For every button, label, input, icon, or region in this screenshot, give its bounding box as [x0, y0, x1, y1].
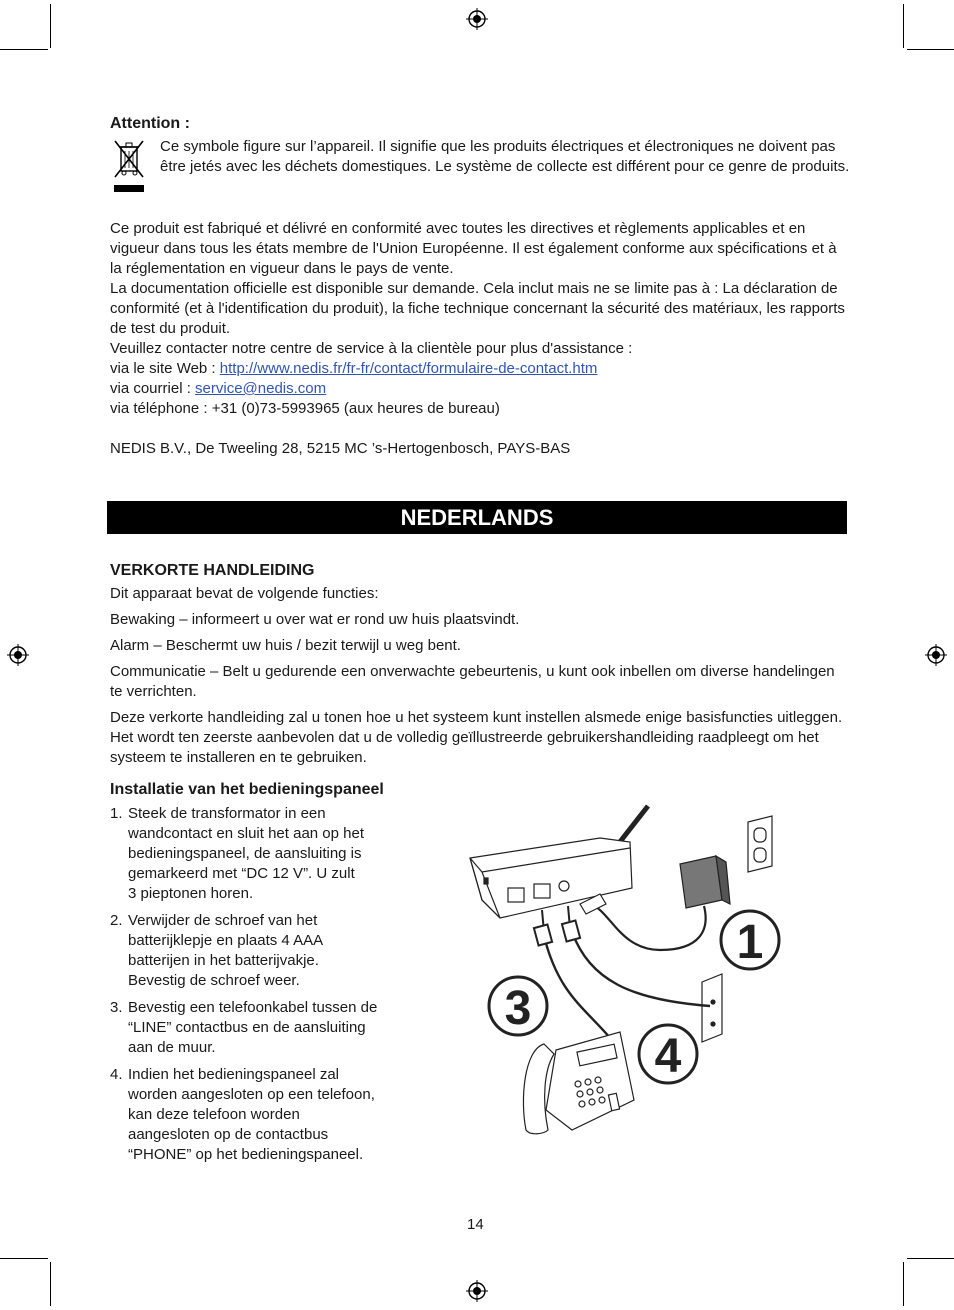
quickguide-advice: Deze verkorte handleiding zal u tonen hoe u het systeem kunt instellen alsmede enige basisfuncties uitleggen. Het wordt ten zeerste aanbevolen dat u de volledig geïllustreerde gebruikershandleiding raadpleegt om het systeem te installeren en te gebruiken. [110, 709, 843, 766]
wall-jack-illustration [702, 974, 722, 1042]
crop-mark [907, 49, 954, 50]
feature-communication: Communicatie – Belt u gedurende een onverwachte gebeurtenis, u kunt ook inbellen om diverse handelingen te verrichten. [110, 663, 835, 700]
installation-diagram [460, 800, 790, 1145]
install-heading: Installatie van het bedieningspaneel [110, 781, 384, 798]
contact-phone: via téléphone : +31 (0)73-5993965 (aux heures de bureau) [110, 400, 500, 417]
install-step [110, 804, 410, 904]
wall-outlet-illustration [748, 816, 772, 872]
callout-4: 4 [654, 1030, 682, 1083]
feature-alarm: Alarm – Beschermt uw huis / bezit terwijl u weg bent. [110, 637, 461, 654]
weee-text: Ce symbole figure sur l’appareil. Il signifie que les produits électriques et électroniques ne doivent pas être jetés avec les déchets domestiques. Le système de collecte est différent pour ce genre de produits. [160, 138, 850, 175]
install-step [110, 998, 410, 1058]
install-step [110, 911, 410, 991]
step-number: 2. [110, 912, 123, 929]
install-step [110, 1065, 410, 1165]
registration-mark-icon [925, 644, 947, 666]
step-text: Steek de transformator in een wandcontact en sluit het aan op het bedieningspaneel, de aansluiting is gemarkeerd met “DC 12 V”. U zult 3 pieptonen horen. [128, 805, 365, 902]
mail-link[interactable]: service@nedis.com [195, 380, 327, 397]
contact-web [110, 359, 850, 379]
registration-mark-icon [466, 8, 488, 30]
attention-heading: Attention : [110, 115, 190, 132]
step-number: 4. [110, 1066, 123, 1083]
web-link[interactable]: http://www.nedis.fr/fr-fr/contact/formulaire-de-contact.htm [219, 360, 598, 377]
crop-mark [50, 4, 51, 48]
crop-mark [903, 4, 904, 48]
quickguide-body [110, 584, 850, 768]
callout-3: 3 [504, 982, 532, 1035]
contact-intro: Veuillez contacter notre centre de service à la clientèle pour plus d'assistance : [110, 340, 633, 357]
compliance-block [110, 219, 850, 459]
registration-mark-icon [7, 644, 29, 666]
callout-1: 1 [736, 916, 764, 969]
feature-monitoring: Bewaking – informeert u over wat er rond uw huis plaatsvindt. [110, 611, 520, 628]
step-text: Bevestig een telefoonkabel tussen de “LINE” contactbus en de aansluiting aan de muur. [128, 999, 378, 1056]
weee-bin-icon [111, 139, 147, 195]
control-panel-illustration [470, 806, 648, 918]
documentation-text: La documentation officielle est disponible sur demande. Cela inclut mais ne se limite pas à : La déclaration de conformité (et à l'identification du produit), la fiche technique concernant la sécurité des matériaux, les rapports de test du produit. [110, 280, 845, 337]
step-text: Verwijder de schroef van het batterijklepje en plaats 4 AAA batterijen in het batterijvakje. Bevestig de schroef weer. [128, 912, 324, 989]
contact-mail [110, 379, 850, 399]
step-number: 3. [110, 999, 123, 1016]
crop-mark [50, 1262, 51, 1306]
page-number: 14 [467, 1216, 484, 1233]
crop-mark [903, 1262, 904, 1306]
language-banner: NEDERLANDS [107, 501, 847, 534]
quickguide-heading: VERKORTE HANDLEIDING [110, 562, 315, 579]
quickguide-intro: Dit apparaat bevat de volgende functies: [110, 585, 379, 602]
crop-mark [907, 1258, 954, 1259]
step-number: 1. [110, 805, 123, 822]
telephone-illustration [523, 1032, 634, 1134]
mail-label: via courriel : [110, 380, 196, 397]
compliance-text: Ce produit est fabriqué et délivré en conformité avec toutes les directives et règlements applicables et en vigueur dans tous les états membre de l'Union Européenne. Il est également conforme aux spécifications et à la réglementation en vigueur dans le pays de vente. [110, 220, 837, 277]
registration-mark-icon [466, 1280, 488, 1302]
crop-mark [0, 1258, 48, 1259]
crop-mark [0, 49, 48, 50]
company-address: NEDIS B.V., De Tweeling 28, 5215 MC ’s-Hertogenbosch, PAYS-BAS [110, 440, 571, 457]
web-label: via le site Web : [110, 360, 220, 377]
install-steps [110, 804, 410, 1172]
step-text: Indien het bedieningspaneel zal worden aangesloten op een telefoon, kan deze telefoon worden aangesloten op de contactbus “PHONE” op het bedieningspaneel. [128, 1066, 375, 1163]
